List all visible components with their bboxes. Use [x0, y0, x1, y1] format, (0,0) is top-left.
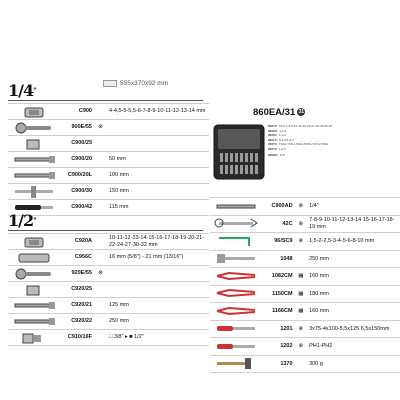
- table-row: [210, 303, 400, 321]
- tool-image-cell: [8, 152, 60, 168]
- legend-key: 860TX: [268, 142, 277, 146]
- feature-icon: [94, 200, 107, 216]
- size-description: 4-4,5-5-5,5-6-7-8-9-10-11-12-13-14 mm: [107, 104, 209, 120]
- table-row: [210, 268, 400, 286]
- product-code: C920/25: [60, 282, 94, 298]
- extension-icon: [11, 168, 57, 183]
- product-code: 920E/55: [60, 266, 94, 282]
- legend-bit-code: 860BIT: [268, 153, 278, 157]
- tool-image-cell: [210, 198, 262, 216]
- size-description: 16 mm (5/8") - 21 mm (13/16"): [107, 250, 209, 266]
- legend-value: 1-2-3: [278, 133, 286, 137]
- accessory-table: [210, 197, 400, 373]
- hex-key-icon: [213, 234, 259, 249]
- cutting-pliers-icon: [213, 304, 259, 319]
- size-description: 10-11-12-13-14-15-16-17-18-19-20-21-22-24-27-30-32 mm: [107, 234, 209, 250]
- legend-bit-row: [268, 153, 332, 158]
- size-description: [107, 136, 209, 152]
- dimensions-label: 555x370x92 mm: [120, 80, 169, 87]
- section-label-half: 1/2: [8, 211, 34, 230]
- tool-image-cell: [8, 314, 60, 330]
- product-code: C900: [60, 104, 94, 120]
- table-row: [8, 104, 209, 120]
- table-row: [8, 314, 209, 330]
- table-row: [8, 298, 209, 314]
- legend-key: 860TX: [268, 124, 277, 128]
- bitset-code: [253, 107, 305, 118]
- table-row: [210, 320, 400, 338]
- product-code: 1370: [262, 355, 295, 373]
- legend-key: 860PZ: [268, 133, 277, 137]
- extension-icon: [11, 152, 57, 167]
- table-row: [8, 184, 209, 200]
- size-description: 100 mm: [107, 168, 209, 184]
- size-description: 300 g: [307, 355, 400, 373]
- product-code: C900/42: [60, 200, 94, 216]
- size-description: 1,5-2-2,5-3-4-5-6-8-10 mm: [307, 233, 400, 251]
- section-label-quarter-inch: [8, 83, 36, 99]
- feature-icon: ⊗: [295, 233, 308, 251]
- screwdriver-icon: [213, 321, 259, 336]
- product-code: C900/30: [60, 184, 94, 200]
- screwdriver-icon: [213, 339, 259, 354]
- table-row: [8, 330, 209, 346]
- adapter-icon: [11, 282, 57, 297]
- product-code: C920/21: [60, 298, 94, 314]
- sliding-t-bar-icon: [11, 184, 57, 199]
- tool-image-cell: [210, 320, 262, 338]
- reducer-icon: [11, 330, 57, 345]
- feature-icon: [94, 250, 107, 266]
- feature-icon: ⊗: [94, 266, 107, 282]
- spark-plug-socket-icon: [11, 250, 57, 265]
- tool-image-cell: [8, 120, 60, 136]
- inch-mark: ": [33, 86, 36, 95]
- bitset-code-label: 860EA/31: [253, 107, 296, 118]
- ratchet-icon: [11, 266, 57, 281]
- combination-wrench-icon: [213, 216, 259, 231]
- table-row: [8, 120, 209, 136]
- feature-icon: ⊗: [295, 320, 308, 338]
- product-code: C920A: [60, 234, 94, 250]
- size-description: PH1-PH2: [307, 338, 400, 356]
- tool-image-cell: [210, 303, 262, 321]
- product-code: C956C: [60, 250, 94, 266]
- quarter-inch-table: [8, 103, 209, 216]
- table-row: [8, 152, 209, 168]
- product-code: C910/16F: [60, 330, 94, 346]
- table-row: [8, 250, 209, 266]
- inch-mark: ": [33, 216, 36, 225]
- tool-image-cell: [210, 233, 262, 251]
- feature-icon: ▦: [295, 303, 308, 321]
- feature-icon: [94, 104, 107, 120]
- size-description: [107, 282, 209, 298]
- tool-image-cell: [210, 338, 262, 356]
- table-row: [210, 215, 400, 233]
- feature-icon: [94, 282, 107, 298]
- table-row: [210, 338, 400, 356]
- size-description: 250 mm: [107, 314, 209, 330]
- size-description: 3x75-4x100-5,5x125 6,5x150mm: [307, 320, 400, 338]
- tool-image-cell: [8, 298, 60, 314]
- case-icon: [103, 80, 117, 87]
- product-code: 900E/55: [60, 120, 94, 136]
- legend-key: 860TX: [268, 146, 277, 151]
- feature-icon: ▦: [295, 285, 308, 303]
- pliers-icon: [213, 269, 259, 284]
- size-description: 160 mm: [307, 303, 400, 321]
- product-code: 96/SC9: [262, 233, 295, 251]
- feature-icon: [94, 136, 107, 152]
- table-row: [210, 355, 400, 373]
- bitset-count-badge: 31: [298, 109, 305, 116]
- bitset-legend: [268, 124, 332, 158]
- tool-image-cell: [210, 285, 262, 303]
- case-dimensions: [103, 80, 168, 87]
- feature-icon: ▦: [295, 268, 308, 286]
- size-description: 7-8-9-10-11-12-13-14 15-16-17-18-19 mm: [307, 215, 400, 233]
- feature-icon: [94, 234, 107, 250]
- hammer-icon: [213, 356, 259, 371]
- socket-icon: [11, 104, 57, 119]
- tool-image-cell: [8, 250, 60, 266]
- size-description: 115 mm: [107, 200, 209, 216]
- legend-row: [268, 147, 332, 152]
- size-description: 150 mm: [107, 184, 209, 200]
- size-description: [107, 120, 209, 136]
- feature-icon: [295, 250, 308, 268]
- product-code: C900/25: [60, 136, 94, 152]
- table-row: [8, 282, 209, 298]
- product-code: 1201: [262, 320, 295, 338]
- adapter-icon: [11, 136, 57, 151]
- legend-bit-value: 1/4": [279, 153, 286, 157]
- product-code: 42C: [262, 215, 295, 233]
- adjustable-wrench-icon: [213, 251, 259, 266]
- feature-icon: ⊗: [295, 215, 308, 233]
- tool-image-cell: [210, 355, 262, 373]
- tool-image-cell: [210, 268, 262, 286]
- table-row: [8, 136, 209, 152]
- tool-image-cell: [8, 234, 60, 250]
- half-inch-table: [8, 233, 209, 346]
- size-description: 50 mm: [107, 152, 209, 168]
- size-description: 125 mm: [107, 298, 209, 314]
- size-description: 160 mm: [307, 268, 400, 286]
- section-divider-quarter: [8, 100, 203, 101]
- feature-icon: [94, 152, 107, 168]
- pliers-icon: [213, 286, 259, 301]
- extension-icon: [11, 314, 57, 329]
- legend-value: 1-2-3: [279, 128, 287, 133]
- product-code: C900AD: [262, 198, 295, 216]
- feature-icon: [94, 298, 107, 314]
- feature-icon: [94, 314, 107, 330]
- table-row: [210, 285, 400, 303]
- size-description: [107, 266, 209, 282]
- product-code: 1048: [262, 250, 295, 268]
- feature-icon: [94, 168, 107, 184]
- tool-image-cell: [210, 215, 262, 233]
- legend-value: 3-4-5,5-6-7: [278, 137, 294, 142]
- product-code: 1166CM: [262, 303, 295, 321]
- feature-icon: ⊗: [295, 198, 308, 216]
- size-description: □ 3/8" ▸ ■ 1/2": [107, 330, 209, 346]
- feature-icon: ⊗: [94, 120, 107, 136]
- table-row: [8, 200, 209, 216]
- ratchet-icon: [11, 120, 57, 135]
- feature-icon: [94, 330, 107, 346]
- feature-icon: ⊗: [295, 338, 308, 356]
- tool-image-cell: [8, 168, 60, 184]
- tool-image-cell: [8, 104, 60, 120]
- bit-adapter-icon: [213, 199, 259, 214]
- legend-value: 1-2-3: [278, 146, 286, 151]
- section-label-half-inch: [8, 213, 36, 229]
- tool-image-cell: [8, 184, 60, 200]
- legend-key: 860PH: [268, 128, 278, 133]
- product-code: C900/20L: [60, 168, 94, 184]
- legend-key: 860LP: [268, 137, 277, 142]
- product-code: 1150CM: [262, 285, 295, 303]
- product-code: C920/22: [60, 314, 94, 330]
- table-row: [8, 234, 209, 250]
- size-description: 1/4": [307, 198, 400, 216]
- product-code: 1202: [262, 338, 295, 356]
- size-description: 250 mm: [307, 250, 400, 268]
- size-description: 180 mm: [307, 285, 400, 303]
- section-label-quarter: 1/4: [8, 81, 34, 100]
- legend-value: T5-6-7-8-9-10-15-20-25-27-30-40-45-50: [278, 124, 333, 128]
- table-row: [8, 266, 209, 282]
- feature-icon: [295, 355, 308, 373]
- tool-image-cell: [8, 282, 60, 298]
- table-row: [8, 168, 209, 184]
- table-row: [210, 233, 400, 251]
- socket-icon: [11, 234, 57, 249]
- extension-icon: [11, 298, 57, 313]
- feature-icon: [94, 184, 107, 200]
- legend-value: T10H-T15H-T20H-T25H-T27H-T30H: [278, 142, 328, 146]
- table-row: [210, 250, 400, 268]
- product-code: C900/20: [60, 152, 94, 168]
- tool-image-cell: [8, 266, 60, 282]
- section-divider-half: [8, 230, 203, 231]
- tool-image-cell: [210, 250, 262, 268]
- product-code: 1082CM: [262, 268, 295, 286]
- tool-image-cell: [8, 136, 60, 152]
- tool-image-cell: [8, 330, 60, 346]
- bitset-case-image: [212, 123, 266, 181]
- table-row: [210, 198, 400, 216]
